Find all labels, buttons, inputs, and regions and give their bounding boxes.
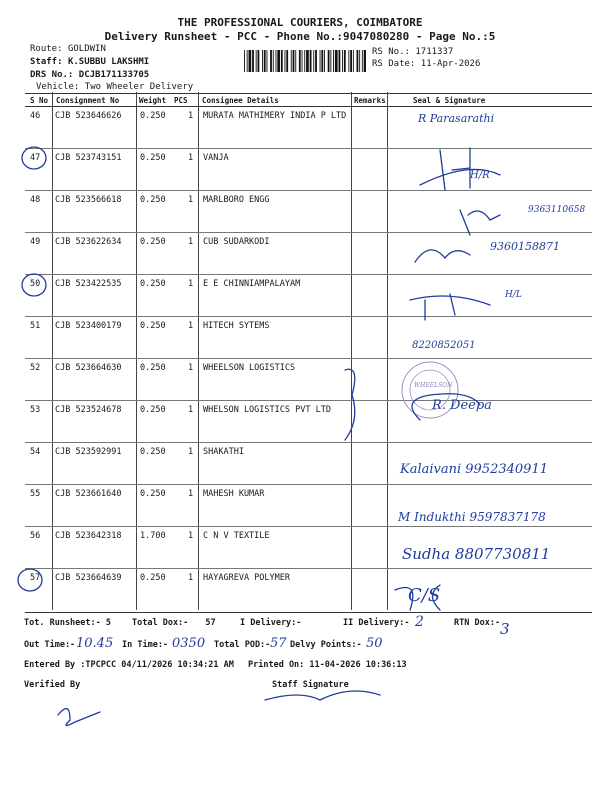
printed-on-value: 11-04-2026 10:36:13	[309, 660, 407, 670]
row-consignment: CJB 523646626	[55, 111, 122, 121]
drs-label: DRS No.:	[30, 70, 74, 80]
rs-no-label: RS No.:	[372, 47, 410, 57]
row-pcs: 1	[188, 279, 194, 289]
circle-mark-50	[22, 274, 46, 296]
tot-dox-value: 57	[205, 618, 216, 628]
sig-46: R Parasarathi	[418, 112, 495, 125]
tot-runsheet-value: 5	[105, 618, 112, 628]
row-sno: 50	[30, 279, 41, 289]
staff-value: K.SUBBU LAKSHMI	[67, 57, 150, 67]
printed-on	[248, 660, 407, 670]
row-consignment: CJB 523661640	[55, 489, 122, 499]
row-consignee: VANJA	[203, 153, 229, 163]
row-weight: 0.250	[140, 573, 166, 583]
row-consignee: CUB SUDARKODI	[203, 237, 270, 247]
row-consignment: CJB 523566618	[55, 195, 122, 205]
row-consignee: MAHESH KUMAR	[203, 489, 265, 499]
rtn-dox-value: 3	[500, 620, 510, 638]
total-pod-label: Total POD:-	[214, 640, 271, 650]
bracket-mark	[345, 369, 355, 440]
row-pcs: 1	[188, 321, 194, 331]
vehicle-label: Vehicle:	[36, 82, 80, 92]
table-bottom-rule	[25, 612, 592, 613]
delvy-points-label: Delvy Points:-	[290, 640, 362, 650]
row-consignment: CJB 523422535	[55, 279, 122, 289]
sig-49: 9360158871	[490, 240, 560, 253]
sig-51: 8220852051	[412, 340, 476, 351]
entered-by	[24, 660, 234, 670]
row-sno: 51	[30, 321, 41, 331]
entered-by-value: TPCPCC 04/11/2026 10:34:21 AM	[85, 660, 234, 670]
row-consignment: CJB 523592991	[55, 447, 122, 457]
tot-runsheet-label: Tot. Runsheet:-	[24, 618, 101, 628]
ii-delivery	[343, 618, 410, 628]
col-consignee: Consignee Details	[202, 96, 279, 105]
vehicle-value: Two Wheeler Delivery	[84, 82, 194, 92]
in-time-value: 0350	[172, 636, 206, 651]
row-pcs: 1	[188, 237, 194, 247]
hr-signature-strokes	[420, 148, 500, 190]
in-time-label: In Time:-	[122, 640, 169, 650]
rs-date-label: RS Date:	[372, 59, 416, 69]
row-pcs: 1	[188, 363, 194, 373]
staff-signature-scribble	[265, 691, 380, 700]
row-sno: 54	[30, 447, 41, 457]
row-weight: 0.250	[140, 111, 166, 121]
col-remarks: Remarks	[354, 96, 386, 105]
out-time-value: 10.45	[76, 636, 114, 651]
total-pod-value: 57	[270, 636, 287, 651]
row-weight: 0.250	[140, 405, 166, 415]
tot-dox-label: Total Dox:-	[132, 618, 189, 628]
row-pcs: 1	[188, 531, 194, 541]
row-weight: 0.250	[140, 363, 166, 373]
sig-56: Sudha 8807730811	[402, 545, 551, 563]
row-consignee: WHEELSON LOGISTICS	[203, 363, 296, 373]
col-sno: S No	[30, 96, 49, 105]
runsheet-subtitle: Delivery Runsheet - PCC - Phone No.:9047080280 - Page No.:5	[104, 30, 496, 43]
row-consignee: HAYAGREVA POLYMER	[203, 573, 290, 583]
row-consignee: SHAKATHI	[203, 447, 244, 457]
row-consignment: CJB 523524678	[55, 405, 122, 415]
rtn-dox: RTN Dox:-	[454, 618, 501, 628]
col-pcs: PCS	[174, 96, 188, 105]
sig-52-seal-text: WHEELSON	[414, 382, 453, 389]
sig-48: 9363110658	[528, 205, 586, 215]
circle-mark-47	[22, 147, 46, 169]
row-sno: 55	[30, 489, 41, 499]
out-time-label: Out Time:-	[24, 640, 76, 650]
row-consignment: CJB 523664630	[55, 363, 122, 373]
row-consignee: HITECH SYTEMS	[203, 321, 270, 331]
row-pcs: 1	[188, 573, 194, 583]
row-consignee: E E CHINNIAMPALAYAM	[203, 279, 301, 289]
row-weight: 0.250	[140, 489, 166, 499]
row-pcs: 1	[188, 405, 194, 415]
row-sno: 47	[30, 153, 41, 163]
route-label: Route:	[30, 44, 63, 54]
row-sno: 46	[30, 111, 41, 121]
row-weight: 0.250	[140, 153, 166, 163]
col-seal: Seal & Signature	[413, 96, 486, 105]
row-sno: 52	[30, 363, 41, 373]
row-pcs: 1	[188, 489, 194, 499]
row-pcs: 1	[188, 447, 194, 457]
row-consignee: C N V TEXTILE	[203, 531, 270, 541]
staff-label: Staff:	[30, 57, 63, 67]
tot-runsheet	[24, 618, 111, 628]
row-consignee: MARLBORO ENGG	[203, 195, 270, 205]
drs-value: DCJB171133705	[78, 70, 150, 80]
circle-mark-57	[18, 569, 42, 591]
row-consignee: MURATA MATHIMERY INDIA P LTD	[203, 111, 347, 121]
sig-50: H/L	[505, 290, 522, 300]
sig-48-strokes	[460, 210, 500, 235]
row-weight: 1.700	[140, 531, 166, 541]
row-weight: 0.250	[140, 195, 166, 205]
i-delivery: I Delivery:-	[240, 618, 302, 628]
row-sno: 48	[30, 195, 41, 205]
row-weight: 0.250	[140, 321, 166, 331]
col-weight: Weight	[139, 96, 167, 105]
sig-47: H/R	[470, 170, 490, 181]
sig-49-strokes	[415, 250, 470, 262]
sig-53: R. Deepa	[432, 398, 492, 413]
row-pcs: 1	[188, 195, 194, 205]
row-consignment: CJB 523743151	[55, 153, 122, 163]
row-consignment: CJB 523642318	[55, 531, 122, 541]
row-weight: 0.250	[140, 237, 166, 247]
row-pcs: 1	[188, 153, 194, 163]
ii-delivery-value: 2	[415, 614, 424, 630]
staff-signature-label: Staff Signature	[272, 680, 349, 690]
rs-no-value: 1711337	[415, 47, 454, 57]
row-consignment: CJB 523622634	[55, 237, 122, 247]
row-weight: 0.250	[140, 447, 166, 457]
row-sno: 57	[30, 573, 41, 583]
row-weight: 0.250	[140, 279, 166, 289]
sig-57: C/S	[408, 585, 441, 606]
sig-55: M Indukthi 9597837178	[398, 510, 546, 524]
row-sno: 53	[30, 405, 41, 415]
entered-by-label: Entered By :	[24, 660, 86, 670]
route-value: GOLDWIN	[67, 44, 106, 54]
row-sno: 49	[30, 237, 41, 247]
col-consignment: Consignment No	[56, 96, 120, 105]
hl-signature-strokes	[410, 294, 490, 320]
ii-delivery-label: II Delivery:-	[343, 618, 410, 628]
row-sno: 56	[30, 531, 41, 541]
verified-by-label: Verified By	[24, 680, 81, 690]
verified-by-signature	[58, 709, 100, 726]
row-pcs: 1	[188, 111, 194, 121]
row-consignee: WHELSON LOGISTICS PVT LTD	[203, 405, 331, 415]
row-consignment: CJB 523664639	[55, 573, 122, 583]
company-title: THE PROFESSIONAL COURIERS, COIMBATORE	[177, 16, 423, 29]
delvy-points-value: 50	[366, 636, 383, 651]
row-consignment: CJB 523400179	[55, 321, 122, 331]
sig-54: Kalaivani 9952340911	[400, 462, 548, 477]
printed-on-label: Printed On:	[248, 660, 305, 670]
rs-date-value: 11-Apr-2026	[420, 59, 481, 69]
tot-dox	[132, 618, 216, 628]
